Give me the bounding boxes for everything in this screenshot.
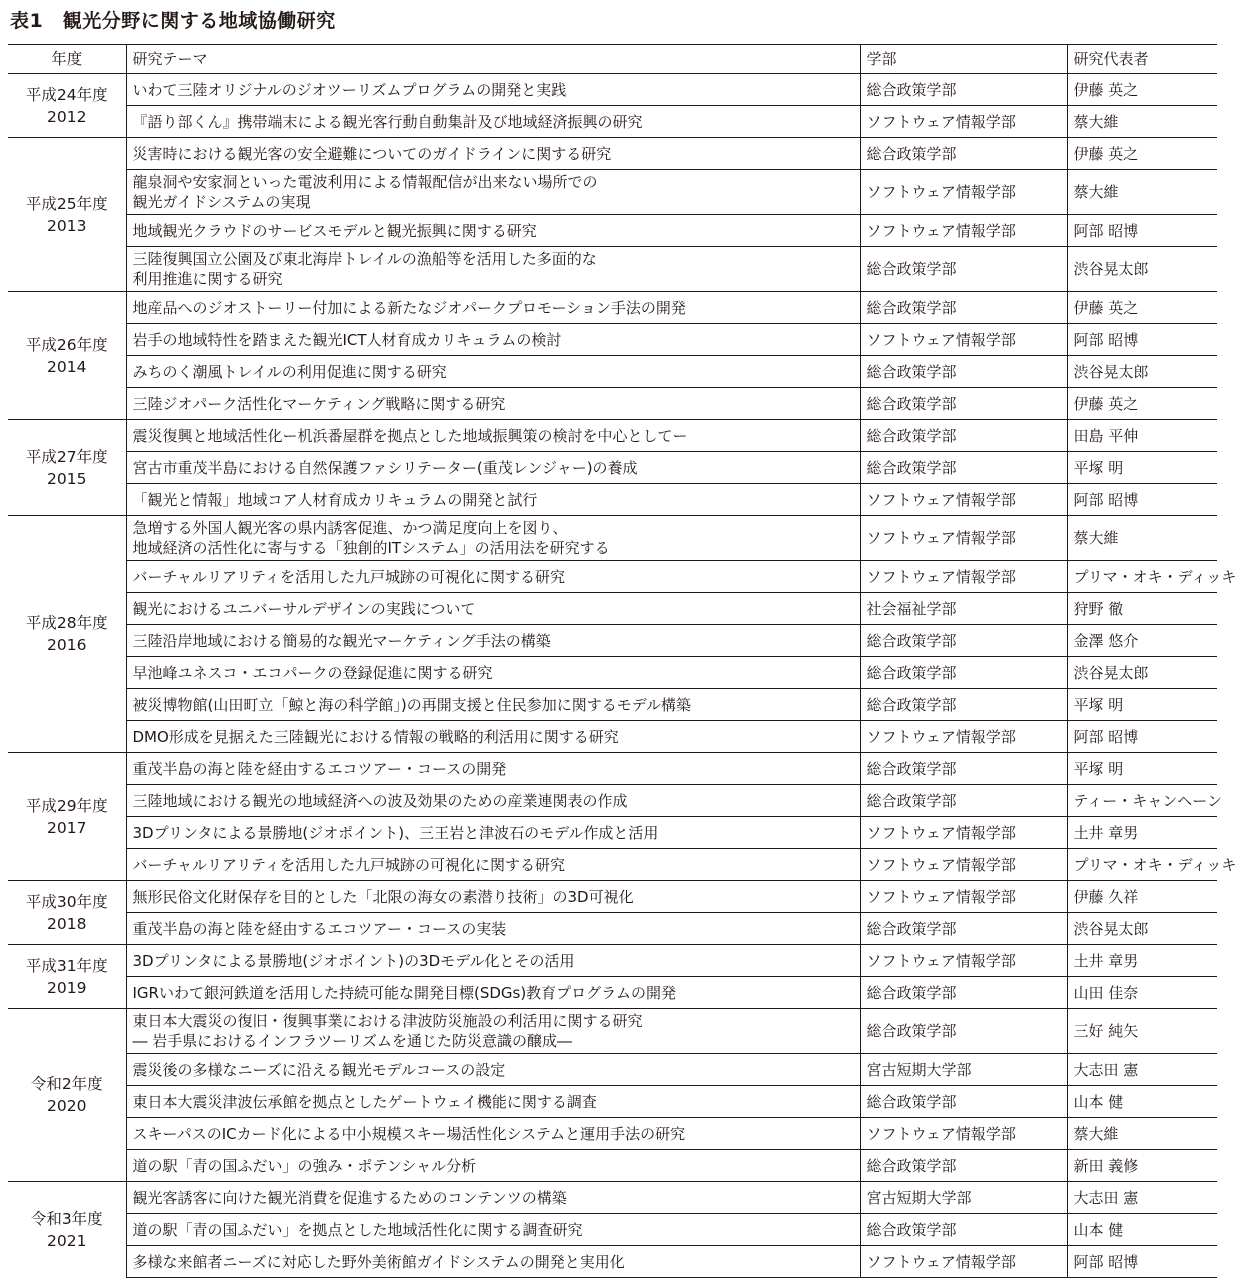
dept-cell: 社会福祉学部 (860, 593, 1067, 625)
year-cell (8, 420, 126, 516)
header-row (8, 45, 1217, 74)
theme-text: 早池峰ユネスコ・エコパークの登録促進に関する研究 (132, 663, 493, 682)
era-label: 平成30年度 (25, 892, 108, 911)
lead-cell: 伊藤 英之 (1067, 292, 1217, 324)
dept-cell: ソフトウェア情報学部 (860, 561, 1067, 593)
theme-cell (126, 1214, 860, 1246)
theme-text: 道の駅「青の国ふだい」を拠点とした地域活性化に関する調査研究 (132, 1220, 583, 1239)
table-row (8, 1054, 1217, 1086)
table-caption: 表1 観光分野に関する地域協働研究 (10, 10, 336, 32)
year-cell (8, 516, 126, 753)
table-row (8, 170, 1217, 215)
table-row (8, 753, 1217, 785)
table-row (8, 881, 1217, 913)
table-row (8, 74, 1217, 106)
theme-text: 観光におけるユニバーサルデザインの実践について (132, 599, 476, 618)
lead-cell: 山田 佳奈 (1067, 977, 1217, 1009)
theme-text: 無形民俗文化財保存を目的とした「北限の海女の素潜り技術」の3D可視化 (132, 887, 634, 906)
theme-cell (126, 561, 860, 593)
theme-cell (126, 516, 860, 561)
theme-cell (126, 1086, 860, 1118)
dept-cell: 総合政策学部 (860, 292, 1067, 324)
theme-cell (126, 689, 860, 721)
lead-cell: 渋谷晃太郎 (1067, 913, 1217, 945)
year-cell (8, 945, 126, 1009)
theme-cell (126, 625, 860, 657)
theme-text: 観光客誘客に向けた観光消費を促進するためのコンテンツの構築 (132, 1188, 567, 1207)
theme-text: 重茂半島の海と陸を経由するエコツアー・コースの実装 (132, 919, 507, 938)
theme-text: バーチャルリアリティを活用した九戸城跡の可視化に関する研究 (132, 567, 565, 586)
year-label: 2012 (47, 107, 87, 126)
lead-cell: 阿部 昭博 (1067, 324, 1217, 356)
dept-cell: ソフトウェア情報学部 (860, 945, 1067, 977)
lead-cell: 阿部 昭博 (1067, 215, 1217, 247)
lead-cell: 田島 平伸 (1067, 420, 1217, 452)
theme-cell (126, 74, 860, 106)
theme-text: IGRいわて銀河鉄道を活用した持続可能な開発目標(SDGs)教育プログラムの開発 (132, 983, 677, 1002)
theme-text: 地域観光クラウドのサービスモデルと観光振興に関する研究 (132, 221, 537, 240)
theme-cell (126, 593, 860, 625)
theme-text: 三陸復興国立公園及び東北海岸トレイルの漁船等を活用した多面的な (132, 250, 597, 268)
theme-cell (126, 1118, 860, 1150)
theme-text: 三陸地域における観光の地域経済への波及効果のための産業連関表の作成 (132, 791, 628, 810)
table-row (8, 849, 1217, 881)
lead-cell: 阿部 昭博 (1067, 1246, 1217, 1278)
lead-cell: 蔡大維 (1067, 106, 1217, 138)
dept-cell: ソフトウェア情報学部 (860, 817, 1067, 849)
year-cell (8, 881, 126, 945)
theme-cell (126, 913, 860, 945)
lead-cell: 山本 健 (1067, 1086, 1217, 1118)
theme-text: 3Dプリンタによる景勝地(ジオポイント)の3Dモデル化とその活用 (132, 951, 575, 970)
theme-cell (126, 721, 860, 753)
dept-cell: ソフトウェア情報学部 (860, 1118, 1067, 1150)
theme-cell (126, 657, 860, 689)
theme-cell (126, 388, 860, 420)
dept-cell: ソフトウェア情報学部 (860, 516, 1067, 561)
theme-cell (126, 247, 860, 292)
lead-cell: 土井 章男 (1067, 817, 1217, 849)
table-row (8, 689, 1217, 721)
year-cell (8, 1009, 126, 1182)
era-label: 平成31年度 (25, 956, 108, 975)
theme-cell (126, 106, 860, 138)
table-row (8, 1086, 1217, 1118)
theme-cell (126, 484, 860, 516)
theme-text: 多様な来館者ニーズに対応した野外美術館ガイドシステムの開発と実用化 (132, 1252, 625, 1271)
dept-cell: 総合政策学部 (860, 785, 1067, 817)
header-year: 年度 (8, 45, 126, 74)
lead-cell: 平塚 明 (1067, 753, 1217, 785)
dept-cell: 総合政策学部 (860, 138, 1067, 170)
theme-cell (126, 849, 860, 881)
dept-cell: 総合政策学部 (860, 1086, 1067, 1118)
lead-cell: ティー・キャンヘーン (1067, 785, 1217, 817)
table-row (8, 324, 1217, 356)
table-row (8, 420, 1217, 452)
year-label: 2019 (47, 978, 87, 997)
dept-cell: 総合政策学部 (860, 625, 1067, 657)
year-label: 2020 (47, 1097, 87, 1115)
era-label: 平成28年度 (25, 614, 108, 632)
year-label: 2018 (47, 914, 87, 933)
lead-cell: 伊藤 英之 (1067, 388, 1217, 420)
lead-cell: 渋谷晃太郎 (1067, 356, 1217, 388)
theme-text: 『語り部くん』携帯端末による観光客行動自動集計及び地域経済振興の研究 (132, 112, 643, 131)
theme-text: 「観光と情報」地域コア人材育成カリキュラムの開発と試行 (132, 490, 538, 509)
dept-cell: 総合政策学部 (860, 420, 1067, 452)
theme-cell (126, 817, 860, 849)
theme-cell (126, 138, 860, 170)
theme-text: 災害時における観光客の安全避難についてのガイドラインに関する研究 (132, 144, 612, 163)
header-dept: 学部 (860, 45, 1067, 74)
year-label: 2013 (47, 216, 87, 235)
dept-cell: 総合政策学部 (860, 977, 1067, 1009)
dept-cell: ソフトウェア情報学部 (860, 721, 1067, 753)
table-row (8, 593, 1217, 625)
dept-cell: 総合政策学部 (860, 74, 1067, 106)
lead-cell: 蔡大維 (1067, 516, 1217, 561)
year-label: 2015 (47, 469, 87, 488)
theme-text: 龍泉洞や安家洞といった電波利用による情報配信が出来ない場所での (132, 173, 598, 191)
theme-cell (126, 452, 860, 484)
lead-cell: 伊藤 久祥 (1067, 881, 1217, 913)
year-label: 2017 (47, 818, 87, 837)
table-row (8, 945, 1217, 977)
theme-text: 震災復興と地域活性化ー机浜番屋群を拠点とした地域振興策の検討を中心としてー (132, 426, 688, 445)
table-row (8, 977, 1217, 1009)
lead-cell: 伊藤 英之 (1067, 138, 1217, 170)
era-label: 平成29年度 (25, 796, 108, 815)
lead-cell: 大志田 憲 (1067, 1054, 1217, 1086)
year-label: 2016 (47, 636, 87, 654)
theme-text: 被災博物館(山田町立「鯨と海の科学館」)の再開支援と住民参加に関するモデル構築 (132, 695, 691, 714)
theme-text: 地産品へのジオストーリー付加による新たなジオパークプロモーション手法の開発 (132, 298, 686, 317)
theme-cell (126, 1054, 860, 1086)
theme-text: 地域経済の活性化に寄与する「独創的ITシステム」の活用法を研究する (132, 539, 610, 557)
dept-cell: 総合政策学部 (860, 247, 1067, 292)
era-label: 平成27年度 (25, 447, 108, 466)
theme-text: スキーパスのICカード化による中小規模スキー場活性化システムと運用手法の研究 (132, 1124, 686, 1143)
lead-cell: 平塚 明 (1067, 689, 1217, 721)
year-cell (8, 74, 126, 138)
theme-cell (126, 753, 860, 785)
lead-cell: 阿部 昭博 (1067, 484, 1217, 516)
dept-cell: 総合政策学部 (860, 452, 1067, 484)
lead-cell: 山本 健 (1067, 1214, 1217, 1246)
table-row (8, 516, 1217, 561)
lead-cell: 狩野 徹 (1067, 593, 1217, 625)
dept-cell: ソフトウェア情報学部 (860, 215, 1067, 247)
theme-text: みちのく潮風トレイルの利用促進に関する研究 (132, 362, 447, 381)
dept-cell: 宮古短期大学部 (860, 1182, 1067, 1214)
table-row (8, 721, 1217, 753)
table-row (8, 247, 1217, 292)
dept-cell: ソフトウェア情報学部 (860, 881, 1067, 913)
theme-cell (126, 785, 860, 817)
dept-cell: 総合政策学部 (860, 753, 1067, 785)
theme-cell (126, 1182, 860, 1214)
era-label: 平成26年度 (25, 335, 108, 354)
year-cell (8, 753, 126, 881)
table-row (8, 785, 1217, 817)
header-theme: 研究テーマ (126, 45, 860, 74)
year-cell (8, 292, 126, 420)
lead-cell: 蔡大維 (1067, 1118, 1217, 1150)
dept-cell: 総合政策学部 (860, 1009, 1067, 1054)
table-row (8, 1182, 1217, 1214)
theme-text: 道の駅「青の国ふだい」の強み・ポテンシャル分析 (132, 1156, 477, 1175)
dept-cell: 総合政策学部 (860, 913, 1067, 945)
theme-cell (126, 420, 860, 452)
lead-cell: 新田 義修 (1067, 1150, 1217, 1182)
table-row (8, 1118, 1217, 1150)
theme-text: 震災後の多様なニーズに沿える観光モデルコースの設定 (132, 1060, 506, 1079)
table-row (8, 1150, 1217, 1182)
header-lead: 研究代表者 (1067, 45, 1217, 74)
table-row (8, 1009, 1217, 1054)
year-label: 2021 (47, 1231, 87, 1250)
era-label: 平成24年度 (25, 85, 108, 104)
dept-cell: ソフトウェア情報学部 (860, 484, 1067, 516)
dept-cell: ソフトウェア情報学部 (860, 1246, 1067, 1278)
theme-cell (126, 215, 860, 247)
lead-cell: 蔡大維 (1067, 170, 1217, 215)
theme-text: 重茂半島の海と陸を経由するエコツアー・コースの開発 (132, 759, 507, 778)
theme-cell (126, 945, 860, 977)
year-cell (8, 1182, 126, 1278)
table-row (8, 106, 1217, 138)
theme-cell (126, 324, 860, 356)
lead-cell: 大志田 憲 (1067, 1182, 1217, 1214)
table-row (8, 484, 1217, 516)
theme-text: 急増する外国人観光客の県内誘客促進、かつ満足度向上を図り、 (132, 519, 568, 537)
table-row (8, 138, 1217, 170)
theme-text: 利用推進に関する研究 (132, 270, 283, 288)
theme-text: 宮古市重茂半島における自然保護ファシリテーター(重茂レンジャー)の養成 (132, 458, 638, 477)
lead-cell: 伊藤 英之 (1067, 74, 1217, 106)
theme-cell (126, 977, 860, 1009)
era-label: 令和2年度 (30, 1075, 103, 1093)
table-row (8, 817, 1217, 849)
theme-text: バーチャルリアリティを活用した九戸城跡の可視化に関する研究 (132, 855, 565, 874)
theme-text: 三陸沿岸地域における簡易的な観光マーケティング手法の構築 (132, 631, 551, 650)
lead-cell: 阿部 昭博 (1067, 721, 1217, 753)
theme-text: 東日本大震災津波伝承館を拠点としたゲートウェイ機能に関する調査 (132, 1092, 597, 1111)
year-label: 2014 (47, 357, 87, 376)
year-cell (8, 138, 126, 292)
table-row (8, 388, 1217, 420)
theme-text: 三陸ジオパーク活性化マーケティング戦略に関する研究 (132, 394, 506, 413)
table-row (8, 452, 1217, 484)
theme-cell (126, 881, 860, 913)
dept-cell: 宮古短期大学部 (860, 1054, 1067, 1086)
table-row (8, 561, 1217, 593)
lead-cell: プリマ・オキ・ディッキ (1067, 849, 1217, 881)
dept-cell: 総合政策学部 (860, 657, 1067, 689)
research-table (8, 44, 1236, 1278)
table-body (8, 74, 1236, 1278)
theme-cell (126, 292, 860, 324)
dept-cell: ソフトウェア情報学部 (860, 106, 1067, 138)
dept-cell: 総合政策学部 (860, 388, 1067, 420)
theme-text: 観光ガイドシステムの実現 (132, 193, 311, 211)
dept-cell: ソフトウェア情報学部 (860, 170, 1067, 215)
era-label: 平成25年度 (25, 194, 108, 213)
table-row (8, 292, 1217, 324)
lead-cell: 三好 純矢 (1067, 1009, 1217, 1054)
lead-cell: 渋谷晃太郎 (1067, 657, 1217, 689)
dept-cell: 総合政策学部 (860, 1214, 1067, 1246)
era-label: 令和3年度 (30, 1209, 103, 1228)
dept-cell: ソフトウェア情報学部 (860, 324, 1067, 356)
theme-cell (126, 1246, 860, 1278)
table-row (8, 625, 1217, 657)
theme-text: DMO形成を見据えた三陸観光における情報の戦略的利活用に関する研究 (132, 727, 619, 746)
theme-text: 岩手の地域特性を踏まえた観光ICT人材育成カリキュラムの検討 (132, 330, 562, 349)
theme-text: いわて三陸オリジナルのジオツーリズムプログラムの開発と実践 (132, 80, 567, 99)
theme-text: 東日本大震災の復旧・復興事業における津波防災施設の利活用に関する研究 (132, 1012, 643, 1030)
dept-cell: 総合政策学部 (860, 1150, 1067, 1182)
dept-cell: 総合政策学部 (860, 689, 1067, 721)
table-row (8, 356, 1217, 388)
table-row (8, 657, 1217, 689)
table-row (8, 913, 1217, 945)
lead-cell: 土井 章男 (1067, 945, 1217, 977)
lead-cell: 平塚 明 (1067, 452, 1217, 484)
lead-cell: プリマ・オキ・ディッキ (1067, 561, 1217, 593)
table-header (8, 45, 1217, 74)
theme-cell (126, 170, 860, 215)
theme-cell (126, 356, 860, 388)
lead-cell: 渋谷晃太郎 (1067, 247, 1217, 292)
theme-cell (126, 1009, 860, 1054)
table-row (8, 215, 1217, 247)
theme-text: ― 岩手県におけるインフラツーリズムを通じた防災意識の醸成― (132, 1032, 572, 1050)
table-row (8, 1246, 1217, 1278)
lead-cell: 金澤 悠介 (1067, 625, 1217, 657)
dept-cell: ソフトウェア情報学部 (860, 849, 1067, 881)
theme-cell (126, 1150, 860, 1182)
theme-text: 3Dプリンタによる景勝地(ジオポイント)、三王岩と津波石のモデル作成と活用 (132, 823, 659, 842)
table-row (8, 1214, 1217, 1246)
dept-cell: 総合政策学部 (860, 356, 1067, 388)
